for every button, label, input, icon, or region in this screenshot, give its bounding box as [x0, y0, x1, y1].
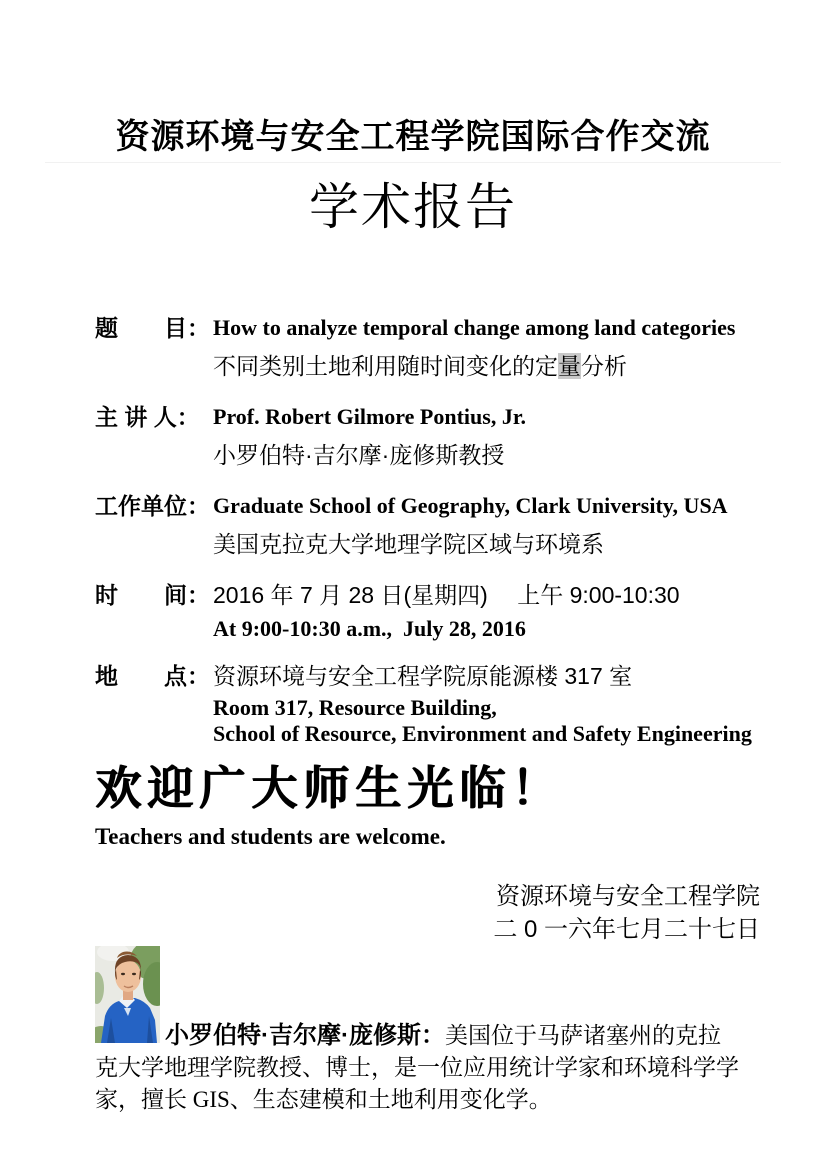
- title-divider: [45, 162, 781, 163]
- field-topic: [95, 309, 766, 385]
- affiliation-chinese: 美国克拉克大学地理学院区域与环境系: [213, 531, 604, 557]
- topic-chinese-pre: 不同类别土地利用随时间变化的定: [213, 353, 558, 379]
- bio-text: 美国位于马萨诸塞州的克拉克大学地理学院教授、博士，是一位应用统计学家和环境科学学家，擅长 GIS、生态建模和土地利用变化学。: [95, 1023, 739, 1112]
- document-title-line2: 学术报告: [309, 179, 517, 235]
- field-time: [95, 576, 766, 644]
- title-block: [0, 0, 826, 236]
- topic-highlighted-char: 量: [558, 353, 581, 379]
- field-speaker: [95, 398, 766, 474]
- venue-english-line2: School of Resource, Environment and Safety Engineering: [213, 721, 752, 746]
- venue-label: 地 点：: [95, 663, 210, 689]
- time-label: 时 间：: [95, 582, 210, 608]
- info-fields: [95, 309, 766, 747]
- topic-label: 题 目：: [95, 315, 210, 341]
- speaker-content: [213, 398, 766, 474]
- venue-english-line1: Room 317, Resource Building,: [213, 695, 497, 720]
- field-venue: [95, 657, 766, 747]
- venue-chinese: 资源环境与安全工程学院原能源楼 317 室: [213, 663, 633, 689]
- bio-speaker-name: 小罗伯特·吉尔摩·庞修斯：: [165, 1022, 445, 1049]
- venue-content: [213, 657, 766, 747]
- time-content: [213, 576, 766, 644]
- speaker-label: 主 讲 人：: [95, 404, 200, 430]
- document-title-line1: 资源环境与安全工程学院国际合作交流: [115, 118, 711, 156]
- field-affiliation: [95, 487, 766, 563]
- topic-chinese: [213, 347, 766, 385]
- topic-content: [213, 309, 766, 385]
- speaker-bio-paragraph: [95, 946, 741, 1116]
- topic-chinese-post: 分析: [581, 353, 627, 379]
- welcome-banner: [95, 760, 731, 853]
- speaker-portrait-photo: [95, 946, 160, 1043]
- time-english: At 9:00-10:30 a.m., July 28, 2016: [213, 616, 526, 641]
- welcome-english: Teachers and students are welcome.: [95, 824, 446, 849]
- signature-organization: 资源环境与安全工程学院: [496, 883, 760, 910]
- welcome-chinese-calligraphy: 欢迎广大师生光临！: [95, 763, 563, 814]
- affiliation-english: Graduate School of Geography, Clark University, USA: [213, 493, 728, 518]
- signature-date: 二 0 一六年七月二十七日: [493, 916, 760, 943]
- topic-english: How to analyze temporal change among land categories: [213, 315, 736, 340]
- signature-block: [0, 880, 826, 946]
- speaker-english: Prof. Robert Gilmore Pontius, Jr.: [213, 404, 527, 429]
- affiliation-label: 工作单位：: [95, 493, 210, 519]
- time-chinese: 2016 年 7 月 28 日(星期四) 上午 9:00-10:30: [213, 582, 680, 608]
- affiliation-content: [213, 487, 766, 563]
- speaker-chinese: 小罗伯特·吉尔摩·庞修斯教授: [213, 442, 505, 468]
